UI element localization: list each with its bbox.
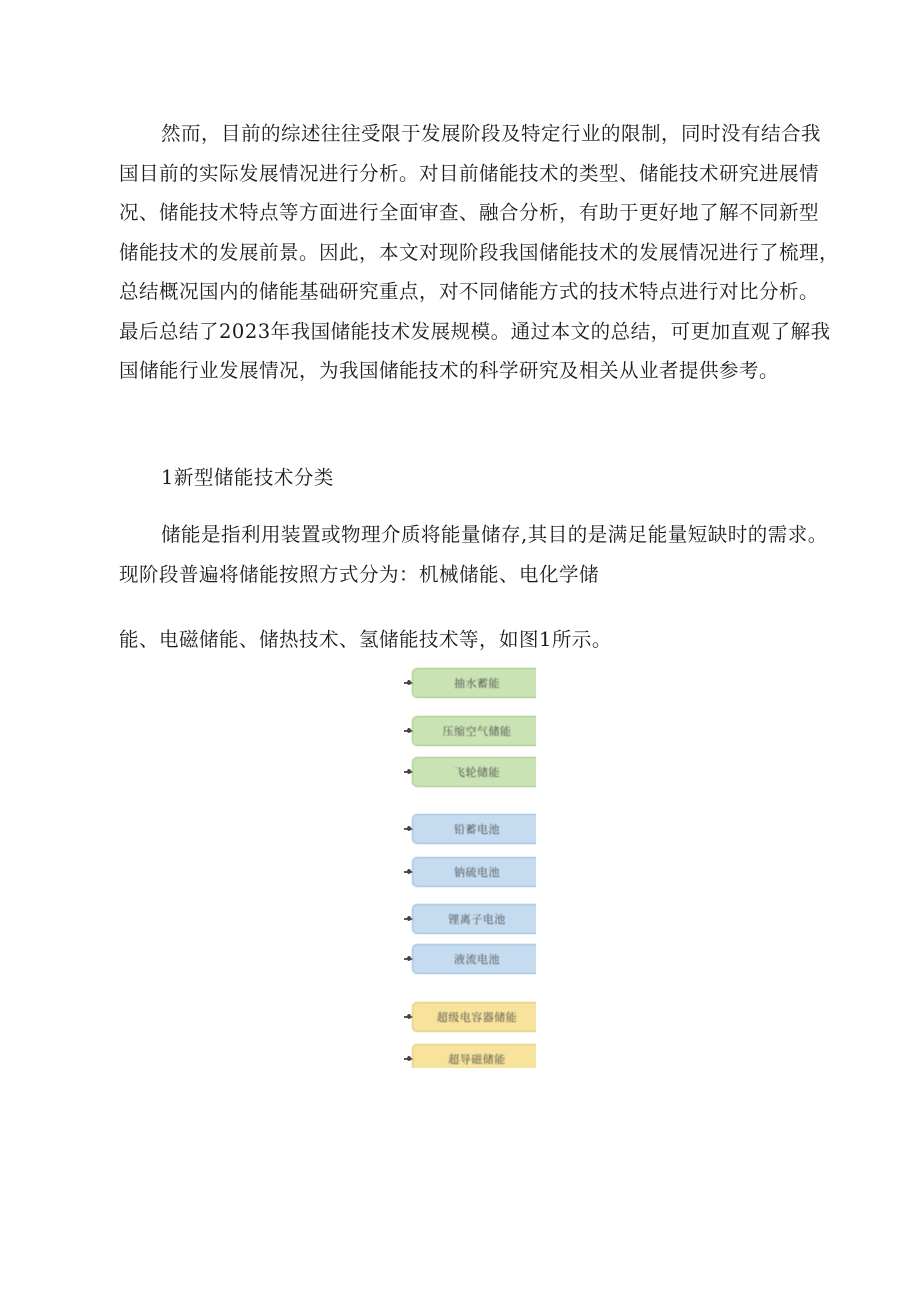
connector-dot — [407, 869, 411, 874]
text-line: 国储能行业发展情况，为我国储能技术的科学研究及相关从业者提供参考。 — [119, 359, 780, 382]
connector-dot — [407, 1014, 411, 1019]
section-heading-text: 1新型储能技术分类 — [161, 466, 334, 489]
connector-dot — [407, 826, 411, 831]
connector-dot — [407, 916, 411, 921]
text-line: 国目前的实际发展情况进行分析。对目前储能技术的类型、储能技术研究进展情 — [119, 161, 820, 185]
connector-dot — [407, 728, 411, 733]
storage-classification-figure — [404, 664, 536, 1068]
text-line: 现阶段普遍将储能按照方式分为：机械储能、电化学储 — [119, 562, 600, 586]
figure-node-supercapacitor — [404, 1002, 536, 1032]
figure-node-superconducting — [404, 1044, 536, 1068]
figure-node-compressed-air — [404, 716, 536, 746]
text-line: 总结概况国内的储能基础研究重点，对不同储能方式的技术特点进行对比分析。 — [119, 280, 820, 303]
figure-node-sodium-sulfur — [404, 857, 536, 887]
figure-node-flow-battery — [404, 944, 536, 974]
figure-node-label: 铅蓄电池 — [412, 814, 536, 844]
text-line: 然而，目前的综述往往受限于发展阶段及特定行业的限制，同时没有结合我 — [161, 122, 822, 145]
figure-clip — [404, 664, 536, 1068]
figure-node-label: 液流电池 — [412, 944, 536, 974]
figure-node-label: 锂离子电池 — [412, 904, 536, 934]
figure-node-pumped-hydro — [404, 668, 536, 698]
connector-dot — [407, 1056, 411, 1061]
text-line: 储能技术的发展前景。因此，本文对现阶段我国储能技术的发展情况进行了梳理， — [119, 240, 840, 264]
intro-paragraph — [119, 114, 840, 391]
figure-node-lead-acid — [404, 814, 536, 844]
figure-node-label: 超导磁储能 — [412, 1044, 536, 1068]
figure-node-flywheel — [404, 757, 536, 787]
text-line: 最后总结了2023年我国储能技术发展规模。通过本文的总结，可更加直观了解我 — [119, 319, 831, 343]
figure-node-label: 压缩空气储能 — [412, 716, 536, 746]
figure-node-label: 钠硫电池 — [412, 857, 536, 887]
connector-dot — [407, 956, 411, 961]
figure-node-label: 抽水蓄能 — [412, 668, 536, 698]
classification-paragraph — [119, 515, 828, 594]
figure-node-lithium-ion — [404, 904, 536, 934]
figure-node-label: 飞轮储能 — [412, 757, 536, 787]
section-heading — [119, 458, 819, 498]
text-line: 储能是指利用装置或物理介质将能量储存,其目的是满足能量短缺时的需求。 — [161, 523, 828, 546]
connector-dot — [407, 769, 411, 774]
text-line: 能、电磁储能、储热技术、氢储能技术等，如图1所示。 — [119, 628, 612, 651]
text-line: 况、储能技术特点等方面进行全面审查、融合分析，有助于更好地了解不同新型 — [119, 201, 820, 224]
connector-dot — [407, 680, 411, 685]
classification-paragraph-continued — [119, 620, 819, 660]
figure-node-label: 超级电容器储能 — [412, 1002, 536, 1032]
